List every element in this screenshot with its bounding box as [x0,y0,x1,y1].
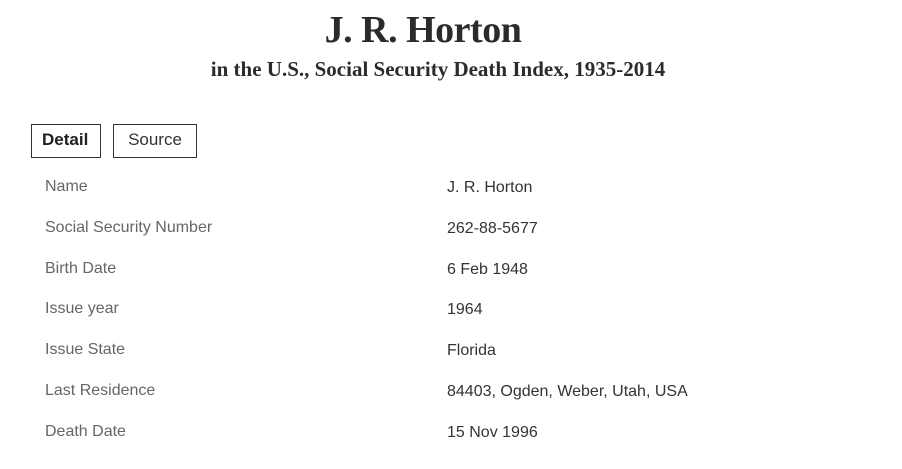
field-value: Florida [447,342,496,360]
page-title: J. R. Horton [324,9,522,51]
field-value: 84403, Ogden, Weber, Utah, USA [447,382,688,400]
field-value: 262-88-5677 [447,219,538,237]
field-value: 1964 [447,301,483,319]
collection-subtitle: in the U.S., Social Security Death Index, 1935-2014 [210,57,666,81]
field-label: Social Security Number [45,218,213,236]
tab-detail[interactable]: Detail [31,124,101,158]
record-row-ssn [0,208,902,249]
record-row-issue-year [0,289,902,330]
field-label: Last Residence [45,381,156,399]
record-tabs [31,124,197,158]
record-row-name [0,167,902,208]
record-row-issue-state [0,330,902,371]
field-label: Death Date [45,422,126,440]
field-label: Name [45,178,88,195]
record-row-death-date [0,412,902,453]
field-value: 6 Feb 1948 [447,260,528,278]
field-label: Issue State [45,341,126,359]
record-row-last-residence [0,371,902,412]
tab-source[interactable]: Source [113,124,197,158]
record-detail-table [0,167,902,453]
record-row-birth-date [0,249,902,290]
field-value: J. R. Horton [447,179,533,196]
field-label: Birth Date [45,259,117,277]
field-label: Issue year [45,300,119,318]
field-value: 15 Nov 1996 [447,423,538,441]
